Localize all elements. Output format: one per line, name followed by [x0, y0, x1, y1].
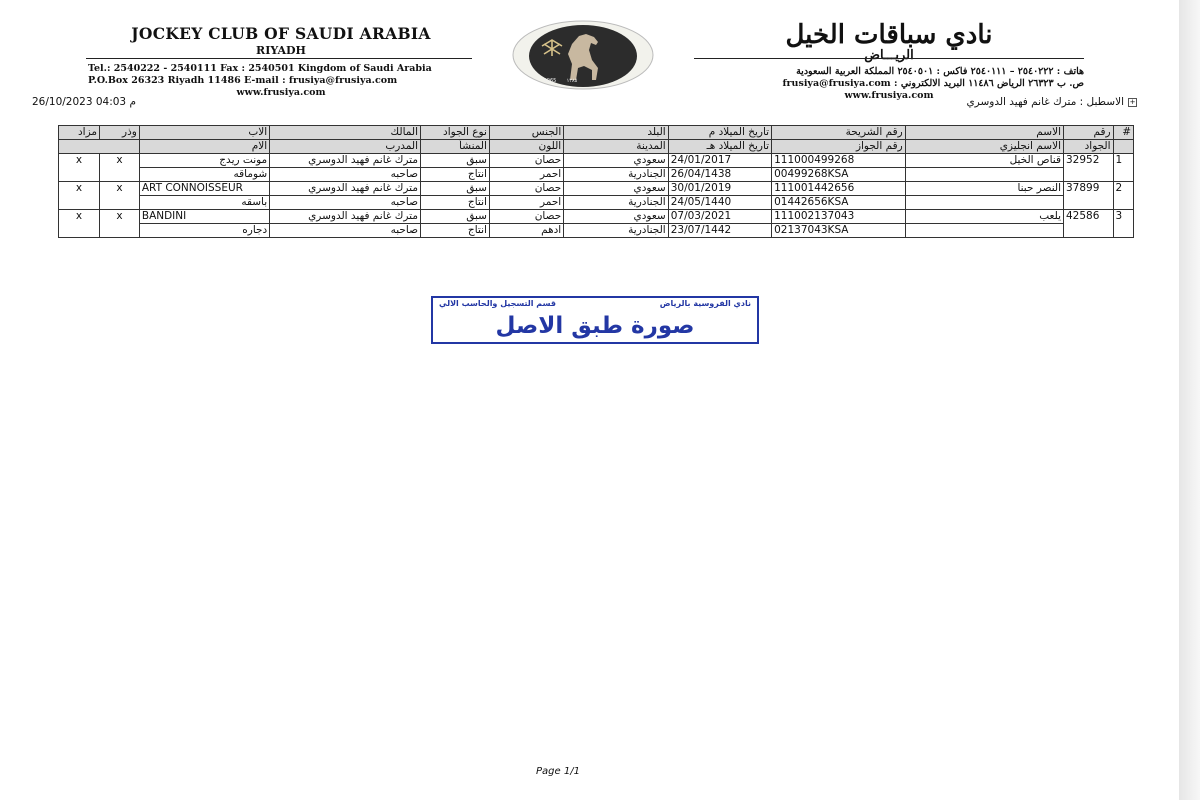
row-index: 3 — [1113, 210, 1133, 238]
sire: BANDINI — [139, 210, 269, 224]
owner: مترك غانم فهيد الدوسري — [270, 210, 421, 224]
passport-number: 01442656KSA — [772, 196, 906, 210]
sex: حصان — [489, 182, 563, 196]
website-ar: www.frusiya.com — [844, 90, 934, 101]
header-cell: وذر — [100, 126, 140, 140]
print-datetime: 26/10/2023 04:03 م — [32, 96, 136, 108]
header-cell: مزاد — [59, 126, 100, 140]
birth-date: 30/01/2019 — [668, 182, 771, 196]
origin: انتاج — [420, 168, 489, 182]
horse-number: 37899 — [1064, 182, 1114, 210]
expand-icon[interactable]: + — [1129, 97, 1136, 106]
header-cell: المدرب — [270, 140, 421, 154]
color: احمر — [489, 196, 563, 210]
origin: انتاج — [420, 224, 489, 238]
horse-number: 32952 — [1064, 154, 1114, 182]
header-cell: اللون — [489, 140, 563, 154]
color: ادهم — [489, 224, 563, 238]
club-city-en: RIYADH — [256, 44, 306, 57]
chip-number: 111001442656 — [772, 182, 906, 196]
header-cell: رقم الشريحة — [772, 126, 906, 140]
wathr-flag: x — [100, 154, 140, 182]
passport-number: 02137043KSA — [772, 224, 906, 238]
dam: باسقه — [139, 196, 269, 210]
table-header-row-2 — [59, 140, 1134, 154]
horse-name: يلعب — [905, 210, 1063, 224]
header-cell: رقم — [1064, 126, 1114, 140]
table-row-secondary — [59, 168, 1134, 182]
owner: مترك غانم فهيد الدوسري — [270, 182, 421, 196]
horse-number: 42586 — [1064, 210, 1114, 238]
header-cell: الجواد — [1064, 140, 1114, 154]
header-cell: نوع الجواد — [420, 126, 489, 140]
horse-type: سبق — [420, 182, 489, 196]
passport-number: 00499268KSA — [772, 168, 906, 182]
horse-name-english — [905, 224, 1063, 238]
sex: حصان — [489, 154, 563, 168]
header-cell — [1113, 140, 1133, 154]
birth-date-hijri: 26/04/1438 — [668, 168, 771, 182]
header-cell: الام — [139, 140, 269, 154]
horses-table — [58, 125, 1134, 238]
header-arabic — [694, 20, 1084, 101]
header-cell: تاريخ الميلاد هـ — [668, 140, 771, 154]
logo-year-hijri: ١٣٨٥ — [566, 78, 578, 84]
origin: انتاج — [420, 196, 489, 210]
page-number: Page 1/1 — [536, 766, 580, 777]
color: احمر — [489, 168, 563, 182]
stamp-main-text: صورة طبق الاصل — [495, 313, 695, 339]
table-row-secondary — [59, 224, 1134, 238]
auction-flag: x — [59, 210, 100, 238]
header-cell: الاب — [139, 126, 269, 140]
header-cell: الاسم — [905, 126, 1063, 140]
birth-date: 24/01/2017 — [668, 154, 771, 168]
header-cell: الاسم انجليزي — [905, 140, 1063, 154]
stamp-department-text: قسم التسجيل والحاسب الالي — [439, 299, 556, 308]
birth-date: 07/03/2021 — [668, 210, 771, 224]
stamp-club-text: نادي الفروسية بالرياض — [659, 299, 751, 308]
auction-flag: x — [59, 154, 100, 182]
horse-name: قناص الخيل — [905, 154, 1063, 168]
header-cell: # — [1113, 126, 1133, 140]
contact-line-ar-2: ص. ب ٢٦٣٢٣ الرياض ١١٤٨٦ البريد الالكتروني : frusiya@frusiya.com — [782, 78, 1084, 89]
sex: حصان — [489, 210, 563, 224]
website-en: www.frusiya.com — [236, 87, 326, 98]
logo-year-gregorian: 1965 — [543, 78, 557, 84]
table-row — [59, 210, 1134, 224]
chip-number: 111000499268 — [772, 154, 906, 168]
club-city-ar: الريـــاض — [864, 48, 914, 63]
horse-name-english — [905, 168, 1063, 182]
birth-date-hijri: 23/07/1442 — [668, 224, 771, 238]
chip-number: 111002137043 — [772, 210, 906, 224]
sire: مونت ريدج — [139, 154, 269, 168]
table-header-row-1 — [59, 126, 1134, 140]
owner: مترك غانم فهيد الدوسري — [270, 154, 421, 168]
trainer: صاحبه — [270, 196, 421, 210]
header-english — [86, 24, 476, 98]
country: سعودي — [564, 182, 668, 196]
contact-line-ar-1: هاتف : ٢٥٤٠٢٢٢ – ٢٥٤٠١١١ فاكس : ٢٥٤٠٥٠١ المملكة العربية السعودية — [796, 66, 1084, 77]
horse-name: النصر حبنا — [905, 182, 1063, 196]
contact-line-en-2: P.O.Box 26323 Riyadh 11486 E-mail : frusiya@frusiya.com — [88, 75, 398, 86]
trainer: صاحبه — [270, 168, 421, 182]
horse-name-english — [905, 196, 1063, 210]
horse-type: سبق — [420, 154, 489, 168]
header-rule-ar — [694, 58, 1084, 59]
certified-copy-stamp — [431, 296, 759, 344]
header-cell-empty — [59, 140, 140, 154]
club-name-en: JOCKEY CLUB OF SAUDI ARABIA — [131, 24, 431, 43]
row-index: 2 — [1113, 182, 1133, 210]
trainer: صاحبه — [270, 224, 421, 238]
dam: دجاره — [139, 224, 269, 238]
header-cell: المدينة — [564, 140, 668, 154]
header-cell: المالك — [270, 126, 421, 140]
auction-flag: x — [59, 182, 100, 210]
club-logo — [512, 20, 654, 90]
stable-name: الاسطبل : مترك غانم فهيد الدوسري — [966, 96, 1124, 108]
header-cell: رقم الجواز — [772, 140, 906, 154]
club-name-ar: نادي سباقات الخيل — [785, 20, 993, 50]
header-cell: البلد — [564, 126, 668, 140]
contact-line-en-1: Tel.: 2540222 - 2540111 Fax : 2540501 Kingdom of Saudi Arabia — [88, 63, 432, 74]
wathr-flag: x — [100, 182, 140, 210]
dam: شوماقه — [139, 168, 269, 182]
row-index: 1 — [1113, 154, 1133, 182]
stable-line — [966, 96, 1137, 108]
country: سعودي — [564, 210, 668, 224]
country: سعودي — [564, 154, 668, 168]
table-row — [59, 182, 1134, 196]
header-cell: المنشأ — [420, 140, 489, 154]
header-cell: الجنس — [489, 126, 563, 140]
city: الجنادرية — [564, 196, 668, 210]
wathr-flag: x — [100, 210, 140, 238]
viewer-edge — [1179, 0, 1200, 800]
horse-type: سبق — [420, 210, 489, 224]
birth-date-hijri: 24/05/1440 — [668, 196, 771, 210]
sire: ART CONNOISSEUR — [139, 182, 269, 196]
table-row-secondary — [59, 196, 1134, 210]
city: الجنادرية — [564, 224, 668, 238]
header-rule-en — [86, 58, 472, 59]
table-row — [59, 154, 1134, 168]
header-cell: تاريخ الميلاد م — [668, 126, 771, 140]
city: الجنادرية — [564, 168, 668, 182]
